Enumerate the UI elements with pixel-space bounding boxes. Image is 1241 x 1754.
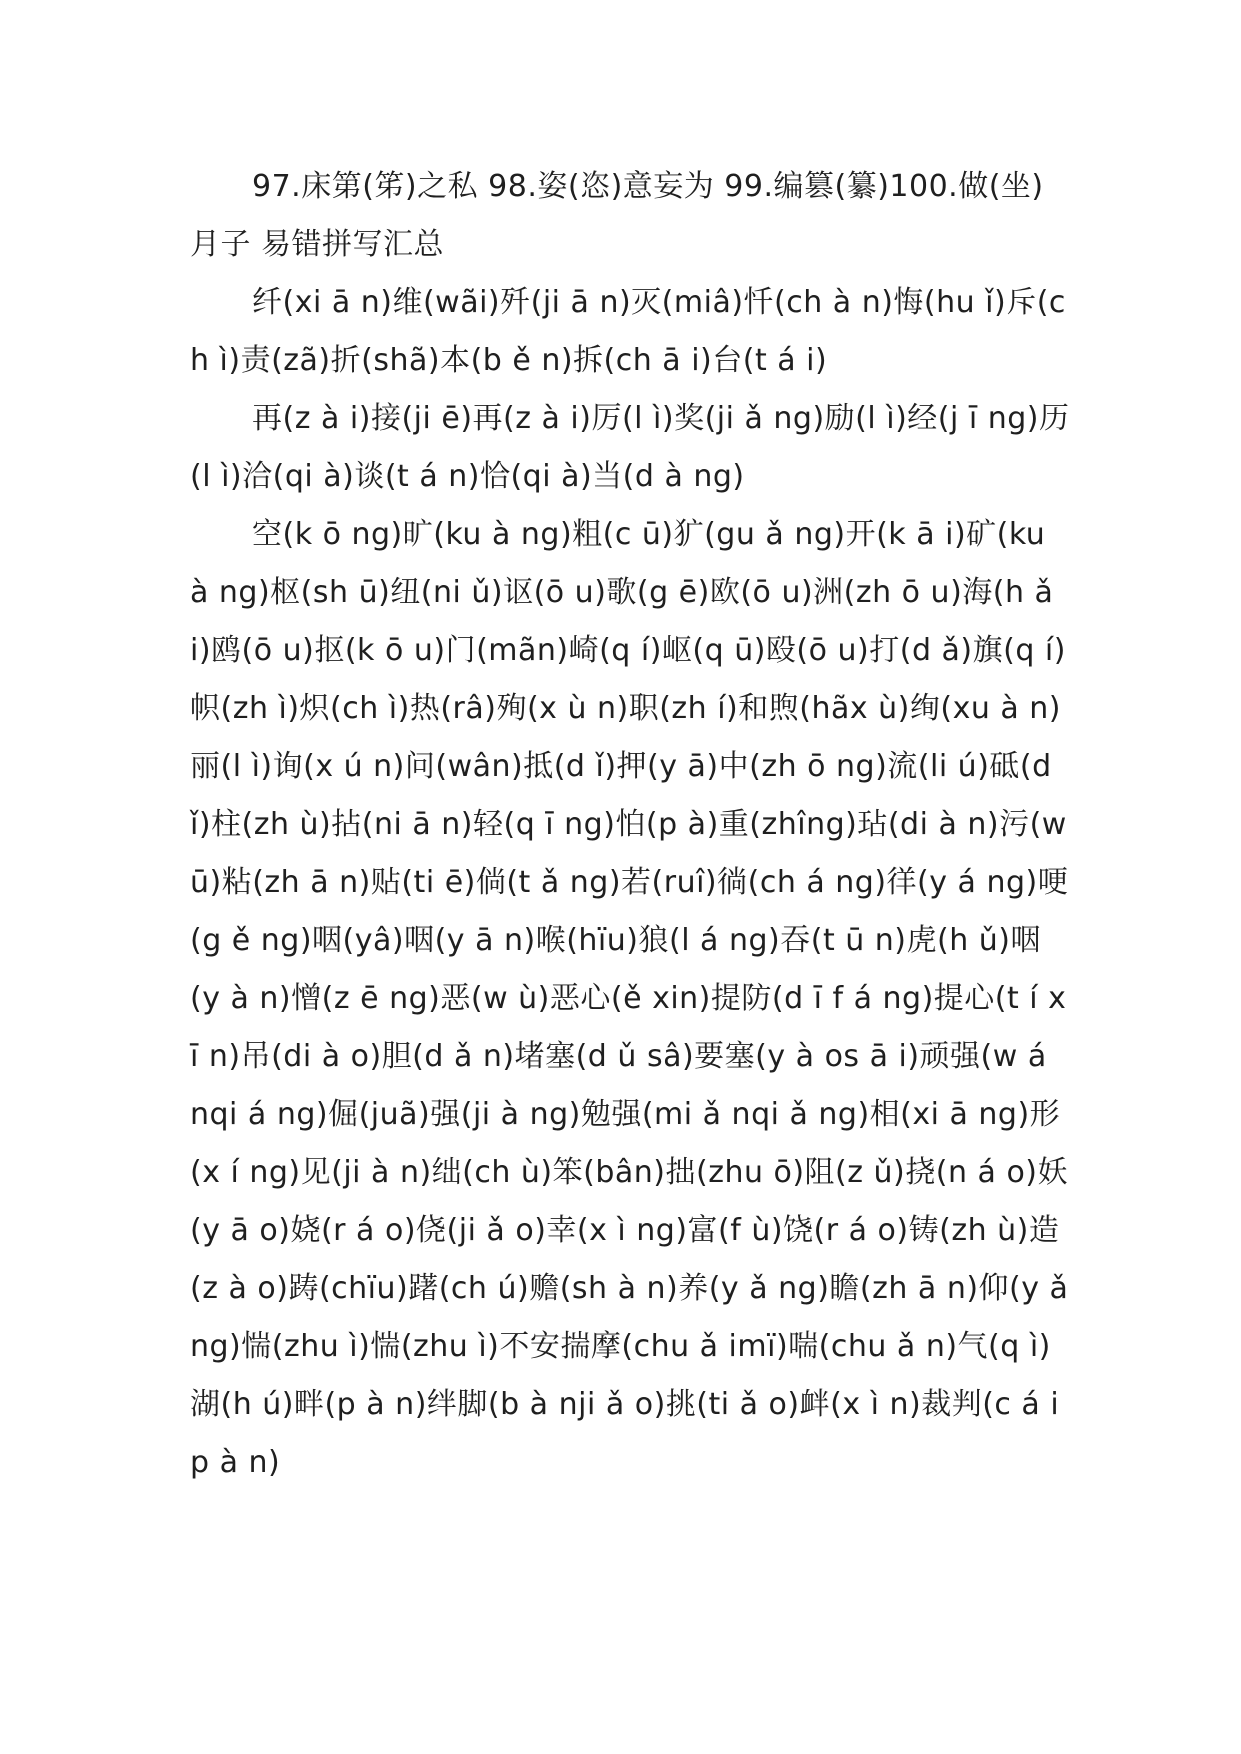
paragraph-idiom-corrections: 97.床第(笫)之私 98.姿(恣)意妄为 99.编篡(纂)100.做(坐)月子 易错拼写汇总	[190, 169, 1044, 262]
paragraph-pinyin-2: 再(z à i)接(ji ē)再(z à i)厉(l ì)奖(ji ǎ ng)励(l ì)经(j ī ng)历(l ì)洽(qi à)谈(t á n)恰(qi à)当(d à ng)	[190, 401, 1070, 494]
document-body	[190, 158, 1070, 1492]
paragraph-pinyin-3: 空(k ō ng)旷(ku à ng)粗(c ū)犷(gu ǎ ng)开(k ā i)矿(ku à ng)枢(sh ū)纽(ni ǔ)讴(ō u)歌(g ē)欧(ō u)洲(zh ō u)海(h ǎ i)鸥(ō u)抠(k ō u)门(mãn)崎(q í)岖(q ū)殴(ō u)打(d ǎ)旗(q í)帜(zh ì)炽(ch ì)热(râ)殉(x ù n)职(zh í)和煦(hãx ù)绚(xu à n)丽(l ì)询(x ú n)问(wân)抵(d ǐ)押(y ā)中(zh ō ng)流(li ú)砥(d ǐ)柱(zh ù)拈(ni ā n)轻(q ī ng)怕(p à)重(zhîng)玷(di à n)污(w ū)粘(zh ā n)贴(ti ē)倘(t ǎ ng)若(ruî)徜(ch á ng)徉(y á ng)哽(g ě ng)咽(yâ)咽(y ā n)喉(hïu)狼(l á ng)吞(t ū n)虎(h ǔ)咽(y à n)憎(z ē ng)恶(w ù)恶心(ě xin)提防(d ī f á ng)提心(t í x ī n)吊(di à o)胆(d ǎ n)堵塞(d ǔ sâ)要塞(y à os ā i)顽强(w á nqi á ng)倔(juã)强(ji à ng)勉强(mi ǎ nqi ǎ ng)相(xi ā ng)形(x í ng)见(ji à n)绌(ch ù)笨(bân)拙(zhu ō)阻(z ǔ)挠(n á o)妖(y ā o)娆(r á o)侥(ji ǎ o)幸(x ì ng)富(f ù)饶(r á o)铸(zh ù)造(z à o)踌(chïu)躇(ch ú)赡(sh à n)养(y ǎ ng)瞻(zh ā n)仰(y ǎ ng)惴(zhu ì)惴(zhu ì)不安揣摩(chu ǎ imï)喘(chu ǎ n)气(q ì)湖(h ú)畔(p à n)绊脚(b à nji ǎ o)挑(ti ǎ o)衅(x ì n)裁判(c á ip à n)	[190, 517, 1069, 1480]
paragraph-pinyin-1: 纤(xi ā n)维(wãi)歼(ji ā n)灭(miâ)忏(ch à n)悔(hu ǐ)斥(ch ì)责(zã)折(shã)本(b ě n)拆(ch ā i)台(t á i)	[190, 285, 1066, 378]
